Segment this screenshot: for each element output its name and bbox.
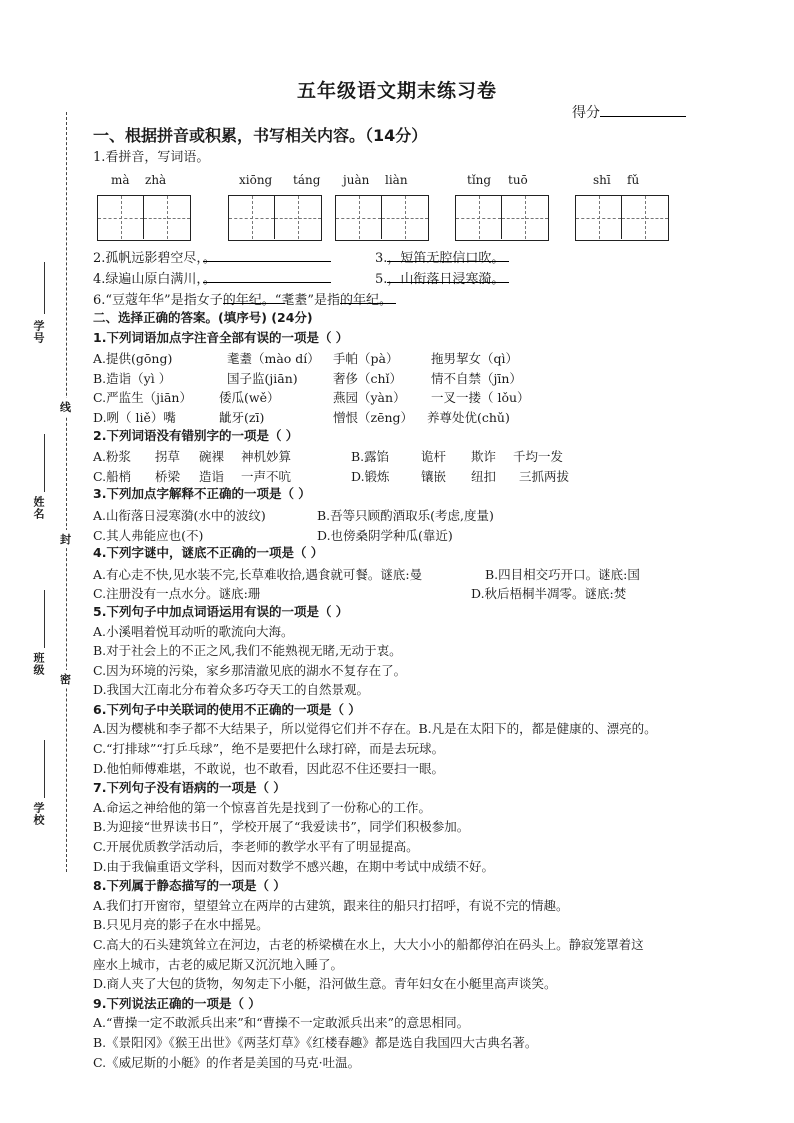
tianzige-grid-3[interactable] — [335, 195, 429, 241]
q8-stem: 8.下列属于静态描写的一项是（ ） — [93, 878, 286, 894]
option[interactable]: 镶嵌 — [421, 468, 447, 484]
option[interactable]: 碗裸 — [199, 449, 225, 465]
option[interactable]: D.咧（ liě）嘴 — [93, 409, 176, 425]
q9-option[interactable]: A.“曹操一定不敢派兵出来”和“曹操不一定敢派兵出来”的意思相同。 — [93, 1015, 470, 1031]
pinyin: tǐng — [467, 173, 492, 187]
xuehao-write-line — [44, 262, 45, 314]
score-field[interactable] — [572, 102, 686, 122]
option[interactable]: 养尊处优(chǔ) — [427, 409, 510, 425]
option[interactable]: B.露馅 — [351, 449, 390, 465]
xingming-label: 姓名 — [32, 496, 45, 520]
fill-row-2 — [93, 266, 783, 287]
section1-heading: 一、根据拼音或积累，书写相关内容。（14分） — [93, 126, 428, 145]
fill-row-3 — [93, 287, 783, 308]
q1-option-row — [93, 406, 783, 426]
option[interactable]: 燕园（yàn） — [333, 390, 406, 406]
q6-text: 6.“豆蔻年华”是指女子 的年纪。“耄耋”是指 的年纪。 — [93, 289, 392, 308]
q8-option[interactable]: B.只见月亮的影子在水中摇晃。 — [93, 917, 269, 933]
pinyin: shī — [593, 173, 611, 187]
q6-stem: 6.下列句子中关联词的使用不正确的一项是（ ） — [93, 701, 361, 717]
tianzige-row — [93, 193, 783, 245]
ban-label: 班级 — [32, 652, 45, 676]
q9-option[interactable]: B.《景阳冈》《猴王出世》《两茎灯草》《红楼春趣》都是选自我国四大古典名著。 — [93, 1034, 538, 1050]
page-title: 五年级语文期末练习卷 — [296, 80, 497, 102]
xuexiao-label: 学校 — [32, 802, 45, 826]
option[interactable]: 桥梁 — [155, 468, 181, 484]
option[interactable]: 纽扣 — [471, 468, 497, 484]
score-label: 得分 — [572, 105, 600, 121]
option[interactable]: 奢侈（chǐ） — [333, 370, 403, 386]
q3-option-row — [93, 524, 783, 544]
q7-option[interactable]: C.开展优质教学活动后，李老师的教学水平有了明显提高。 — [93, 839, 419, 855]
option[interactable]: A.山衔落日浸寒漪(水中的波纹) — [93, 507, 266, 523]
binding-char-feng: 封 — [60, 530, 71, 548]
q5-blank[interactable] — [387, 270, 509, 283]
option[interactable]: 一叉一搂（ lǒu） — [431, 390, 530, 406]
q4-blank[interactable] — [203, 270, 331, 283]
option[interactable]: B.造诣（yì ） — [93, 370, 172, 386]
option[interactable]: D.秋后梧桐半凋零。谜底:焚 — [471, 586, 627, 602]
q5-stem: 5.下列句子中加点词语运用有误的一项是（ ） — [93, 603, 349, 619]
fill-row-1 — [93, 245, 783, 266]
pinyin: mà — [111, 173, 130, 187]
q2-text: 2.孤帆远影碧空尽， 。 — [93, 247, 216, 266]
xingming-write-line — [44, 434, 45, 492]
q2-blank[interactable] — [203, 249, 331, 262]
option[interactable]: 情不自禁（jīn） — [431, 370, 522, 386]
option[interactable]: D.也傍桑阴学种瓜(靠近) — [317, 527, 453, 543]
option[interactable]: 手帕（pà） — [333, 351, 399, 367]
q8-option[interactable]: D.商人夹了大包的货物，匆匆走下小艇，沿河做生意。青年妇女在小艇里高声谈笑。 — [93, 976, 557, 992]
q4-text: 4.绿遍山原白满川， 。 — [93, 268, 216, 287]
q8-option[interactable]: A.我们打开窗帘，望望耸立在两岸的古建筑，跟来往的船只打招呼，有说不完的情趣。 — [93, 897, 569, 913]
q6-option[interactable]: C.“打排球”“打乒乓球”，绝不是要把什么球打碎，而是去玩球。 — [93, 741, 445, 757]
option[interactable]: 三抓两拔 — [519, 468, 570, 484]
option[interactable]: C.注册没有一点水分。谜底:珊 — [93, 586, 261, 602]
option[interactable]: B.吾等只顾酌酒取乐(考虑,度量) — [317, 507, 494, 523]
exam-content — [93, 124, 783, 1072]
q6-blank-1[interactable] — [223, 291, 285, 304]
pinyin: xiōng — [239, 173, 273, 187]
q3-stem: 3.下列加点字解释不正确的一项是（ ） — [93, 486, 311, 502]
ban-write-line — [44, 590, 45, 648]
q2-option-row — [93, 465, 783, 485]
q8-option[interactable]: C.高大的石头建筑耸立在河边，古老的桥梁横在水上，大大小小的船都停泊在码头上。静寂笼罩着这 — [93, 937, 644, 952]
q4-option-row — [93, 563, 783, 583]
section1-q1-title: 1.看拼音，写词语。 — [93, 150, 210, 165]
q7-option[interactable]: D.由于我偏重语文学科，因而对数学不感兴趣，在期中考试中成绩不好。 — [93, 858, 495, 874]
q5-option[interactable]: A.小溪唱着悦耳动听的歌流向大海。 — [93, 623, 294, 639]
option[interactable]: 耄耋（mào dí） — [227, 351, 320, 367]
pinyin: fǔ — [627, 173, 640, 187]
option[interactable]: 憎恨（zēng） — [333, 409, 414, 425]
q6-option[interactable]: D.他怕师傅难堪，不敢说，也不敢看，因此忍不住还要扫一眼。 — [93, 760, 445, 776]
tianzige-grid-1[interactable] — [97, 195, 191, 241]
q3-text: 3. ，短笛无腔信口吹。 — [375, 247, 504, 266]
q7-option[interactable]: B.为迎接“世界读书日”，学校开展了“我爱读书”，同学们积极参加。 — [93, 819, 470, 835]
option[interactable]: C.其人弗能应也(不) — [93, 527, 204, 543]
binding-dashed-line — [66, 112, 67, 872]
q8-option-cont: 座水上城市，古老的威尼斯又沉沉地入睡了。 — [93, 956, 344, 972]
option[interactable]: 倭瓜(wě） — [219, 390, 280, 406]
q5-option[interactable]: B.对于社会上的不正之风,我们不能熟视无睹,无动于衷。 — [93, 643, 402, 659]
option[interactable]: B.四目相交巧开口。谜底:国 — [485, 566, 640, 582]
q6-option[interactable]: A.因为樱桃和李子都不大结果子，所以觉得它们并不存在。B.凡是在太阳下的，都是健康的、漂亮的。 — [93, 721, 657, 737]
q2-stem: 2.下列词语没有错别字的一项是（ ） — [93, 427, 299, 443]
xuehao-label: 学号 — [32, 320, 45, 344]
q1-option-row — [93, 367, 783, 387]
option[interactable]: D.锻炼 — [351, 468, 390, 484]
option[interactable]: 造诣 — [199, 468, 225, 484]
q1-option-row — [93, 386, 783, 406]
pinyin: juàn — [343, 173, 370, 187]
option[interactable]: 龇牙(zī) — [219, 409, 265, 425]
section2-heading: 二、选择正确的答案。(填序号) (24分) — [93, 310, 313, 325]
binding-char-xian: 线 — [60, 398, 71, 416]
tianzige-grid-2[interactable] — [228, 195, 322, 241]
pinyin: táng — [293, 173, 321, 187]
q9-stem: 9.下列说法正确的一项是（ ） — [93, 995, 261, 1011]
q6-blank-2[interactable] — [340, 291, 396, 304]
tianzige-grid-4[interactable] — [455, 195, 549, 241]
option[interactable]: A.提供(gōng) — [93, 351, 173, 367]
option[interactable]: 国子监(jiān) — [227, 370, 298, 386]
option[interactable]: 千均一发 — [513, 449, 564, 465]
q5-text: 5. ，山衔落日浸寒漪。 — [375, 268, 504, 287]
q7-option[interactable]: A.命运之神给他的第一个惊喜首先是找到了一份称心的工作。 — [93, 799, 432, 815]
pinyin: zhà — [145, 173, 167, 187]
q5-option[interactable]: C.因为环境的污染，家乡那清澈见底的湖水不复存在了。 — [93, 662, 407, 678]
option[interactable]: 欺诈 — [471, 449, 497, 465]
xuexiao-write-line — [44, 740, 45, 798]
q4-option-row — [93, 582, 783, 602]
option[interactable]: A.粉浆 — [93, 449, 132, 465]
q3-option-row — [93, 504, 783, 524]
option[interactable]: 拖男挈女（qì） — [431, 351, 518, 367]
pinyin: tuō — [508, 173, 528, 187]
q2-option-row — [93, 445, 783, 465]
pinyin-row — [93, 167, 783, 193]
q7-stem: 7.下列句子没有语病的一项是（ ） — [93, 780, 286, 796]
q3-blank[interactable] — [387, 249, 509, 262]
score-input-line[interactable] — [600, 104, 686, 117]
tianzige-grid-5[interactable] — [575, 195, 669, 241]
option[interactable]: C.船梢 — [93, 468, 132, 484]
option[interactable]: 一声不吭 — [241, 468, 292, 484]
option[interactable]: 神机妙算 — [241, 449, 292, 465]
q1-stem: 1.下列词语加点字注音全部有误的一项是（ ） — [93, 329, 349, 345]
option[interactable]: 拐草 — [155, 449, 181, 465]
q1-option-row — [93, 347, 783, 367]
option[interactable]: C.严监生（jiān） — [93, 390, 192, 406]
option[interactable]: 诡杆 — [421, 449, 447, 465]
pinyin: liàn — [385, 173, 408, 187]
q5-option[interactable]: D.我国大江南北分布着众多巧夺天工的自然景观。 — [93, 682, 370, 698]
option[interactable]: A.有心走不快,见水装不完,长草难收拾,遇食就可餐。谜底:曼 — [93, 566, 423, 582]
binding-char-mi: 密 — [60, 670, 71, 688]
q4-stem: 4.下列字谜中，谜底不正确的一项是（ ） — [93, 545, 324, 561]
q9-option[interactable]: C.《威尼斯的小艇》的作者是美国的马克·吐温。 — [93, 1054, 361, 1070]
